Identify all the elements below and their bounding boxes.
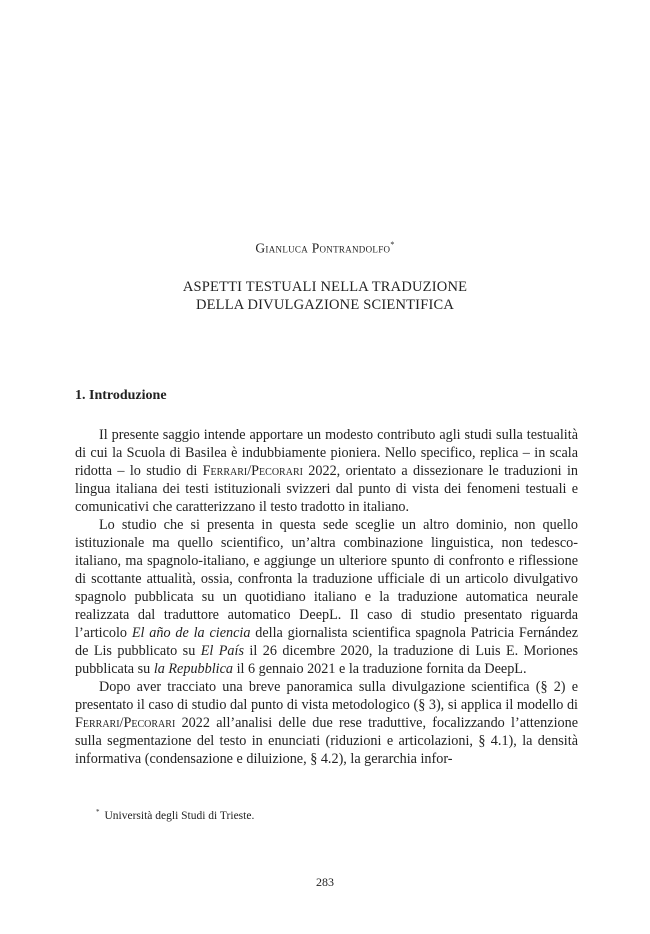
author-text: Gianluca Pontrandolfo xyxy=(255,240,391,256)
title-line-1: ASPETTI TESTUALI NELLA TRADUZIONE xyxy=(182,279,468,295)
footnote xyxy=(96,808,254,822)
author-name xyxy=(0,240,650,257)
p2-text-b: della giornalista scientifica spagnola Patricia Fernández de Lis pubblicato su xyxy=(75,625,578,659)
p2-italic-2: El País xyxy=(200,643,244,659)
p1-text-b: 2022, orientato a dissezionare le traduzioni in lingua italiana dei testi istituzionali svizzeri dal punto di vista dei fenomeni testuali e comunicativi che caratterizzano il testo tradotto in italiano. xyxy=(75,463,578,515)
p2-text-c: il 26 dicembre 2020, la traduzione di Luis E. Moriones pubblicata su xyxy=(75,643,578,677)
footnote-mark: * xyxy=(96,808,100,816)
p2-italic-3: la Repubblica xyxy=(153,661,234,677)
p2-text-a: Lo studio che si presenta in questa sede sceglie un altro dominio, non quello istituzionale ma quello scientifico, un’altra combinazione linguistica, non tedesco-italiano, ma spagnolo-italiano, e aggiunge un ulteriore spunto di confronto e riflessione di scottante attualità, ossia, confronta la traduzione ufficiale di un articolo divulgativo spagnolo pubblicata su un quotidiano italiano e la traduzione automatica neurale realizzata dal traduttore automatico DeepL. Il caso di studio presentato riguarda l’articolo xyxy=(75,517,578,641)
footnote-text: Università degli Studi di Trieste. xyxy=(104,809,255,822)
p3-text-a: Dopo aver tracciato una breve panoramica sulla divulgazione scientifica (§ 2) e presentato il caso di studio dal punto di vista metodologico (§ 3), si applica il modello di xyxy=(75,679,578,713)
section-heading: 1. Introduzione xyxy=(75,388,167,403)
body-text xyxy=(75,426,578,768)
page-number: 283 xyxy=(316,875,334,889)
p1-citation: Ferrari/Pecorari xyxy=(202,463,303,479)
author-footnote-mark: * xyxy=(390,240,395,249)
paragraph-1 xyxy=(75,426,578,516)
p1-text-a: Il presente saggio intende apportare un modesto contributo agli studi sulla testualità di cui la Scuola di Basilea è indubbiamente pioniera. Nello specifico, replica – in scala ridotta – lo studio di xyxy=(75,427,578,479)
p3-text-b: 2022 all’analisi delle due rese traduttive, focalizzando l’attenzione sulla segmentazione del testo in enunciati (riduzioni e articolazioni, § 4.1), la densità informativa (condensazione e diluizione, § 4.2), la gerarchia infor- xyxy=(75,715,578,767)
paragraph-3 xyxy=(75,678,578,768)
title-line-2: DELLA DIVULGAZIONE SCIENTIFICA xyxy=(195,297,455,313)
p2-italic-1: El año de la ciencia xyxy=(131,625,251,641)
article-title xyxy=(0,278,650,314)
p2-text-d: il 6 gennaio 2021 e la traduzione fornita da DeepL. xyxy=(233,661,527,677)
paragraph-2 xyxy=(75,516,578,678)
p3-citation: Ferrari/Pecorari xyxy=(75,715,176,731)
